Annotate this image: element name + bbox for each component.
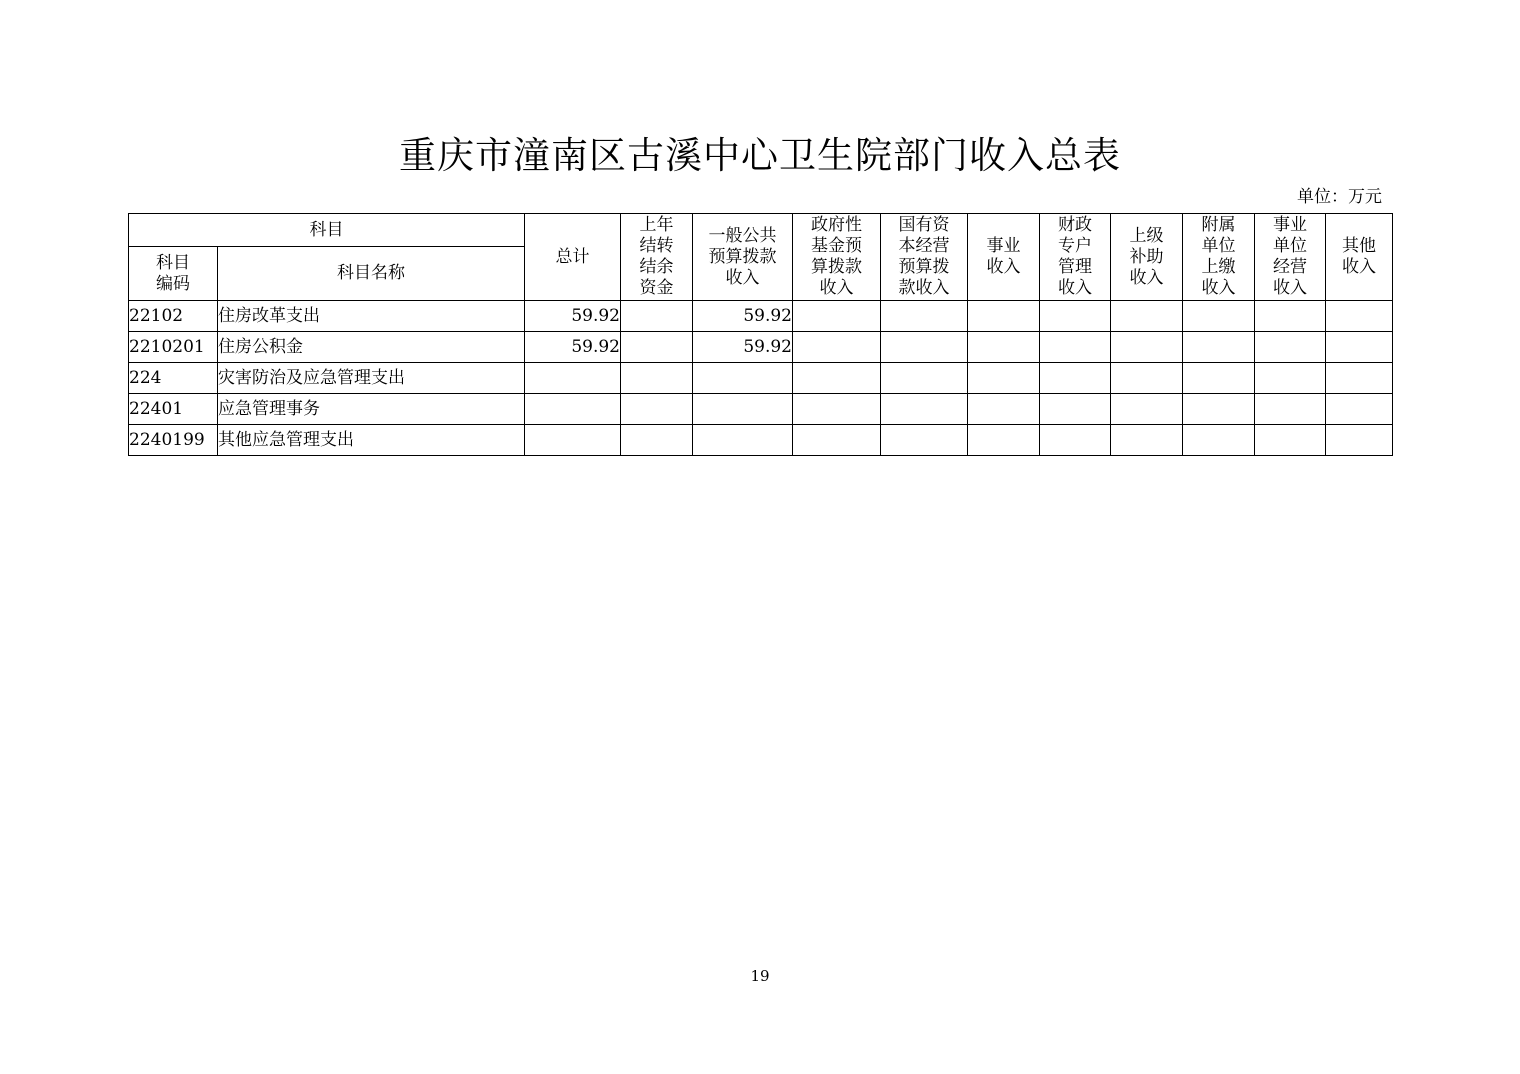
cell-name: 住房改革支出: [218, 301, 525, 332]
cell-name: 灾害防治及应急管理支出: [218, 363, 525, 394]
header-superior-subsidy: [1111, 214, 1183, 301]
cell-state-capital: [881, 363, 968, 394]
cell-gov-fund: [793, 363, 881, 394]
header-fiscal-special-line: 收入: [1058, 278, 1092, 298]
cell-gov-fund: [793, 301, 881, 332]
cell-superior-subsidy: [1111, 425, 1183, 456]
cell-name: 住房公积金: [218, 332, 525, 363]
cell-code: 22102: [129, 301, 218, 332]
header-general-budget: [693, 214, 793, 301]
cell-other-income: [1326, 425, 1393, 456]
header-superior-subsidy-line: 上级: [1129, 225, 1164, 246]
header-affiliated-remit-line: 上缴: [1201, 257, 1236, 277]
header-subject-group: 科目: [129, 214, 525, 247]
cell-business-operating: [1255, 301, 1326, 332]
header-gov-fund-line: 收入: [819, 278, 854, 298]
cell-general-budget: 59.92: [693, 332, 793, 363]
header-superior-subsidy-line: 补助: [1129, 246, 1164, 267]
cell-fiscal-special: [1040, 332, 1111, 363]
cell-other-income: [1326, 363, 1393, 394]
cell-name: 其他应急管理支出: [218, 425, 525, 456]
cell-code: 2210201: [129, 332, 218, 363]
header-carryover-line: 结余: [639, 257, 674, 277]
header-general-budget-line: 收入: [725, 267, 760, 288]
header-state-capital-line: 预算拨: [898, 257, 950, 277]
header-superior-subsidy-line: 收入: [1129, 267, 1164, 288]
header-business-income-line: 事业: [986, 236, 1021, 256]
cell-general-budget: 59.92: [693, 301, 793, 332]
cell-affiliated-remit: [1183, 394, 1255, 425]
cell-carryover: [621, 332, 693, 363]
cell-affiliated-remit: [1183, 301, 1255, 332]
table-row: [129, 363, 1393, 394]
income-summary-table: [128, 213, 1393, 456]
cell-business-operating: [1255, 394, 1326, 425]
cell-total: [525, 425, 621, 456]
header-affiliated-remit: [1183, 214, 1255, 301]
cell-business-income: [968, 425, 1040, 456]
cell-carryover: [621, 394, 693, 425]
header-business-income-line: 收入: [986, 257, 1021, 277]
cell-state-capital: [881, 394, 968, 425]
cell-business-income: [968, 332, 1040, 363]
header-subject-name: 科目名称: [218, 247, 525, 301]
cell-fiscal-special: [1040, 425, 1111, 456]
header-affiliated-remit-line: 收入: [1201, 278, 1236, 298]
header-total: 总计: [525, 214, 621, 301]
cell-superior-subsidy: [1111, 332, 1183, 363]
header-subject-code-line: 科目: [156, 252, 190, 273]
header-other-income-line: 其他: [1342, 236, 1376, 256]
cell-business-operating: [1255, 332, 1326, 363]
cell-carryover: [621, 363, 693, 394]
header-gov-fund: [793, 214, 881, 301]
header-general-budget-line: 预算拨款: [708, 246, 777, 267]
header-affiliated-remit-line: 附属: [1201, 215, 1236, 235]
header-business-operating: [1255, 214, 1326, 301]
header-state-capital-line: 本经营: [898, 236, 950, 256]
cell-fiscal-special: [1040, 363, 1111, 394]
header-carryover-line: 结转: [639, 236, 674, 256]
header-state-capital: [881, 214, 968, 301]
header-subject-code-line: 编码: [156, 273, 190, 294]
unit-label: 单位：万元: [1297, 187, 1382, 207]
cell-superior-subsidy: [1111, 301, 1183, 332]
header-carryover-line: 资金: [639, 278, 674, 298]
cell-other-income: [1326, 394, 1393, 425]
cell-business-income: [968, 363, 1040, 394]
header-gov-fund-line: 政府性: [811, 215, 862, 235]
cell-state-capital: [881, 425, 968, 456]
header-state-capital-line: 国有资: [898, 215, 950, 235]
cell-other-income: [1326, 301, 1393, 332]
header-subject-code: [129, 247, 218, 301]
header-general-budget-line: 一般公共: [708, 225, 777, 246]
table-row: [129, 332, 1393, 363]
cell-total: [525, 363, 621, 394]
cell-general-budget: [693, 394, 793, 425]
header-state-capital-line: 款收入: [898, 278, 950, 298]
cell-carryover: [621, 425, 693, 456]
cell-total: [525, 394, 621, 425]
cell-code: 22401: [129, 394, 218, 425]
header-business-income: [968, 214, 1040, 301]
cell-affiliated-remit: [1183, 425, 1255, 456]
cell-business-income: [968, 301, 1040, 332]
cell-business-operating: [1255, 425, 1326, 456]
cell-gov-fund: [793, 332, 881, 363]
table-row: [129, 425, 1393, 456]
table-row: [129, 394, 1393, 425]
cell-affiliated-remit: [1183, 332, 1255, 363]
header-other-income: [1326, 214, 1393, 301]
cell-superior-subsidy: [1111, 363, 1183, 394]
header-carryover-line: 上年: [639, 215, 674, 235]
header-business-operating-line: 收入: [1273, 278, 1307, 298]
cell-total: 59.92: [525, 301, 621, 332]
cell-business-income: [968, 394, 1040, 425]
header-fiscal-special: [1040, 214, 1111, 301]
cell-name: 应急管理事务: [218, 394, 525, 425]
cell-fiscal-special: [1040, 301, 1111, 332]
header-fiscal-special-line: 管理: [1058, 257, 1092, 277]
header-gov-fund-line: 算拨款: [811, 257, 862, 277]
header-fiscal-special-line: 专户: [1058, 236, 1092, 256]
header-other-income-line: 收入: [1342, 257, 1376, 277]
cell-gov-fund: [793, 425, 881, 456]
cell-other-income: [1326, 332, 1393, 363]
cell-code: 2240199: [129, 425, 218, 456]
header-business-operating-line: 经营: [1273, 257, 1307, 277]
page-title: 重庆市潼南区古溪中心卫生院部门收入总表: [399, 134, 1121, 177]
cell-carryover: [621, 301, 693, 332]
cell-fiscal-special: [1040, 394, 1111, 425]
cell-gov-fund: [793, 394, 881, 425]
cell-general-budget: [693, 425, 793, 456]
cell-business-operating: [1255, 363, 1326, 394]
cell-superior-subsidy: [1111, 394, 1183, 425]
cell-general-budget: [693, 363, 793, 394]
header-gov-fund-line: 基金预: [811, 236, 862, 256]
table-row: [129, 301, 1393, 332]
cell-total: 59.92: [525, 332, 621, 363]
page-number: 19: [750, 967, 770, 985]
header-row-top: [129, 214, 1393, 247]
header-business-operating-line: 事业: [1273, 215, 1307, 235]
header-carryover: [621, 214, 693, 301]
header-fiscal-special-line: 财政: [1058, 215, 1092, 235]
cell-affiliated-remit: [1183, 363, 1255, 394]
cell-code: 224: [129, 363, 218, 394]
cell-state-capital: [881, 301, 968, 332]
cell-state-capital: [881, 332, 968, 363]
header-business-operating-line: 单位: [1273, 236, 1307, 256]
header-affiliated-remit-line: 单位: [1201, 236, 1236, 256]
